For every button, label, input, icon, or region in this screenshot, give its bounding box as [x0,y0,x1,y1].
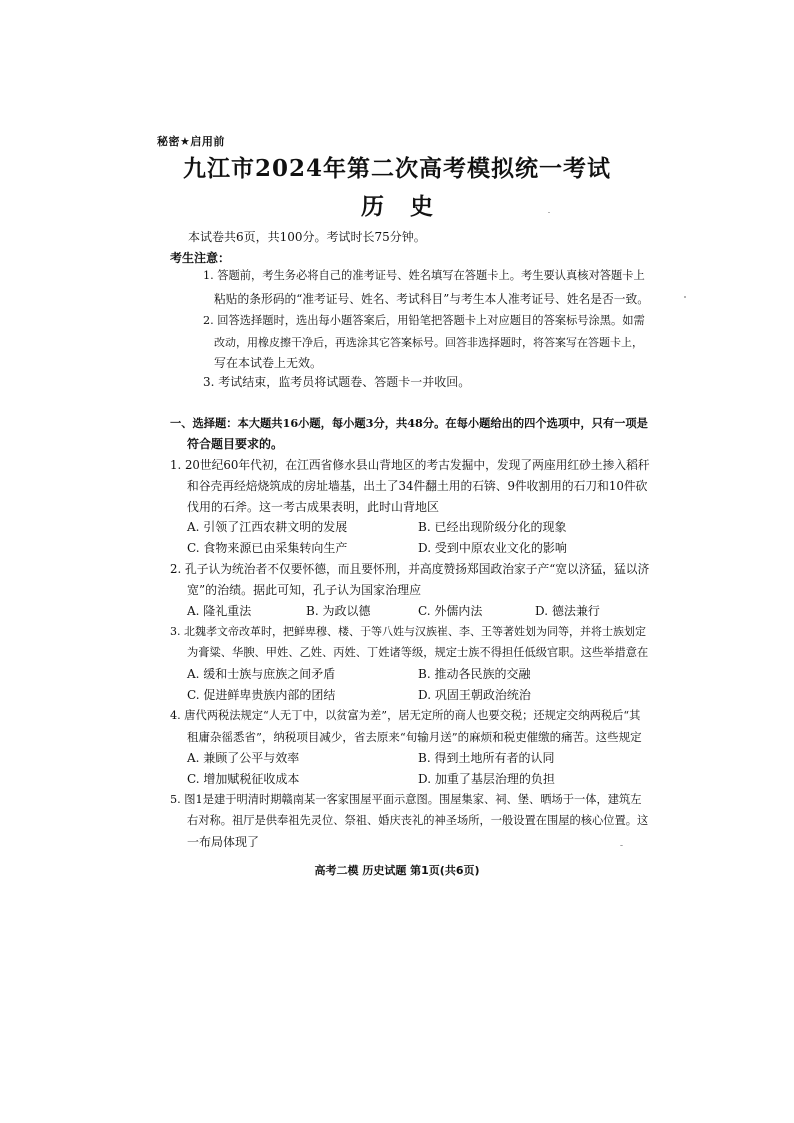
question-5-stem: 右对称。祖厅是供奉祖先灵位、祭祖、婚庆丧礼的神圣场所，一般设置在围屋的核心位置。这 [187,814,649,827]
question-4-stem: 4. 唐代两税法规定“人无丁中，以贫富为差”，居无定所的商人也要交税；还规定交纳两税后“其 [170,709,641,722]
notice-heading: 考生注意： [170,251,231,265]
question-2-stem: 宽”的治绩。据此可知，孔子认为国家治理应 [187,583,422,597]
subject-title: 历史 [361,193,459,220]
question-5-stem: 5. 图1是建于明清时期赣南某一客家围屋平面示意图。围屋集家、祠、堡、晒场于一体，建筑左 [170,793,642,806]
question-4-option-c: C. 增加赋税征收成本 [187,772,300,786]
notice-line: 3. 考试结束，监考员将试题卷、答题卡一并收回。 [203,375,471,389]
question-1-option-d: D. 受到中原农业文化的影响 [418,541,567,555]
question-2-option-b: B. 为政以德 [306,604,371,618]
notice-line: 2. 回答选择题时，选出每小题答案后，用铅笔把答题卡上对应题目的答案标号涂黑。如需 [203,314,645,327]
question-3-option-b: B. 推动各民族的交融 [418,667,531,681]
question-2-option-d: D. 德法兼行 [535,604,600,618]
scan-speck [684,296,686,298]
question-5-stem: 一布局体现了 [187,835,260,849]
question-1-stem: 1. 20世纪60年代初，在江西省修水县山背地区的考古发掘中，发现了两座用红砂土掺入稻秆 [170,458,650,472]
question-3-option-c: C. 促进鲜卑贵族内部的团结 [187,688,336,702]
question-2-option-c: C. 外儒内法 [418,604,483,618]
notice-line: 改动，用橡皮擦干净后，再选涂其它答案标号。回答非选择题时，将答案写在答题卡上， [214,336,643,349]
question-2-option-a: A. 隆礼重法 [187,604,252,618]
exam-title: 九江市2024年第二次高考模拟统一考试 [182,155,611,182]
question-3-stem: 为膏粱、华腴、甲姓、乙姓、丙姓、丁姓诸等级，规定士族不得担任低级官职。这些举措意在 [187,646,649,659]
page-footer: 高考二模 历史试题 第1页(共6页) [314,864,480,877]
question-1-stem: 和谷壳再经焙烧筑成的房址墙基，出土了34件翻土用的石锛、9件收割用的石刀和10件砍 [187,479,648,493]
question-4-option-d: D. 加重了基层治理的负担 [418,772,555,786]
notice-line: 写在本试卷上无效。 [214,356,323,370]
question-1-option-a: A. 引领了江西农耕文明的发展 [187,520,348,534]
confidential-label: 秘密★启用前 [157,135,225,148]
notice-line: 粘贴的条形码的“准考证号、姓名、考试科目”与考生本人准考证号、姓名是否一致。 [214,292,650,306]
section-heading-cont: 符合题目要求的。 [187,437,284,451]
question-4-stem: 租庸杂徭悉省”，纳税项目减少，省去原来“旬输月送”的麻烦和税吏催缴的痛苦。这些规定 [187,730,642,744]
question-4-option-a: A. 兼顾了公平与效率 [187,751,300,765]
question-3-option-a: A. 缓和士族与庶族之间矛盾 [187,667,336,681]
question-3-stem: 3. 北魏孝文帝改革时，把鲜卑穆、楼、于等八姓与汉族崔、李、王等著姓划为同等，并将士族划定 [170,625,646,638]
scan-speck [620,845,623,846]
scan-speck [548,212,550,213]
question-1-option-c: C. 食物来源已由采集转向生产 [187,541,348,555]
question-3-option-d: D. 巩固王朝政治统治 [418,688,531,702]
notice-line: 1. 答题前，考生务必将自己的准考证号、姓名填写在答题卡上。考生要认真核对答题卡上 [203,269,645,282]
question-2-stem: 2. 孔子认为统治者不仅要怀德，而且要怀刑，并高度赞扬郑国政治家子产“宽以济猛，猛以济 [170,562,650,576]
question-1-option-b: B. 已经出现阶级分化的现象 [418,520,567,534]
section-heading: 一、选择题：本大题共16小题，每小题3分，共48分。在每小题给出的四个选项中，只有一项是 [170,416,648,430]
exam-intro: 本试卷共6页，共100分。考试时长75分钟。 [188,230,426,244]
question-1-stem: 伐用的石斧。这一考古成果表明，此时山背地区 [187,500,440,514]
question-4-option-b: B. 得到土地所有者的认同 [418,751,555,765]
